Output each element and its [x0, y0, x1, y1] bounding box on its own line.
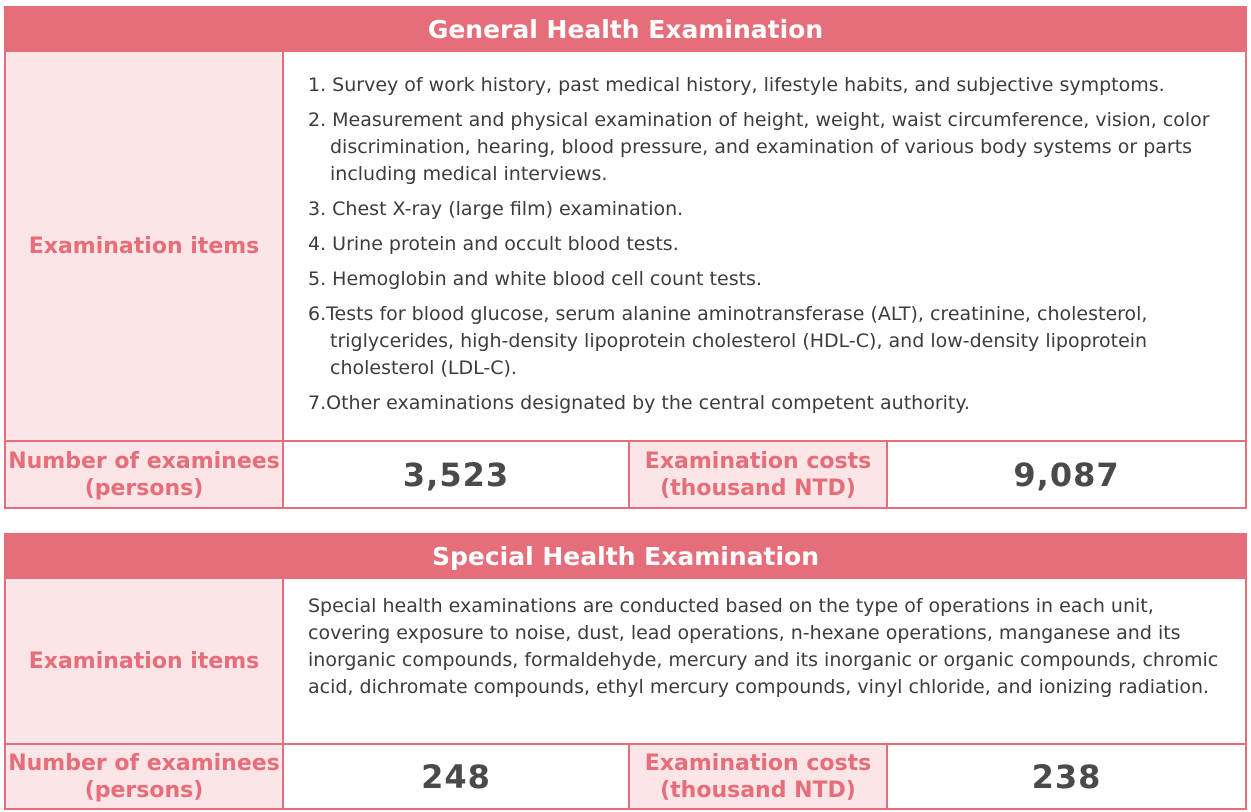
list-item: 7.Other examinations designated by the central competent authority. [308, 392, 970, 414]
special-costs-label-cell [628, 745, 886, 808]
general-exam-table [4, 6, 1247, 509]
list-item: 5. Hemoglobin and white blood cell count tests. [308, 268, 762, 290]
special-costs-value: 238 [886, 745, 1245, 808]
list-item: 4. Urine protein and occult blood tests. [308, 233, 679, 255]
general-items-cell [282, 52, 1245, 440]
list-item: 2. Measurement and physical examination of height, weight, waist circumference, vision, color discrimination, hearing, blood pressure, and examination of various body systems or parts including medical interviews. [308, 109, 1210, 185]
special-examinees-label-cell [6, 745, 282, 808]
special-items-label: Examination items [6, 579, 282, 743]
special-examinees-value: 248 [282, 745, 628, 808]
special-exam-table [4, 533, 1247, 810]
list-item: 6.Tests for blood glucose, serum alanine aminotransferase (ALT), creatinine, cholesterol, triglycerides, high-density lipoprotein cholesterol (HDL-C), and low-density lipoprotein cholesterol (LDL-C). [308, 303, 1148, 379]
special-examinees-label: Number of examinees (persons) [8, 750, 280, 803]
general-examinees-label-cell [6, 442, 282, 507]
general-costs-label: Examination costs (thousand NTD) [644, 448, 872, 501]
special-items-cell [282, 579, 1245, 743]
list-item: 3. Chest X-ray (large film) examination. [308, 198, 684, 220]
general-examinees-label: Number of examinees (persons) [8, 448, 280, 501]
special-exam-title: Special Health Examination [6, 535, 1245, 579]
general-items-list [284, 52, 1245, 417]
special-items-description: Special health examinations are conducted based on the type of operations in each unit, covering exposure to noise, dust, lead operations, n-hexane operations, manganese and its inorganic compounds, formaldehyde, mercury and its inorganic or organic compounds, chromic acid, dichromate compounds, ethyl mercury compounds, vinyl chloride, and ionizing radiation. [308, 595, 1219, 698]
general-costs-value: 9,087 [886, 442, 1245, 507]
general-examinees-value: 3,523 [282, 442, 628, 507]
special-costs-label: Examination costs (thousand NTD) [644, 750, 872, 803]
general-exam-title: General Health Examination [6, 8, 1245, 52]
general-items-label: Examination items [6, 52, 282, 440]
general-costs-label-cell [628, 442, 886, 507]
list-item: 1. Survey of work history, past medical history, lifestyle habits, and subjective symptoms. [308, 74, 1165, 96]
